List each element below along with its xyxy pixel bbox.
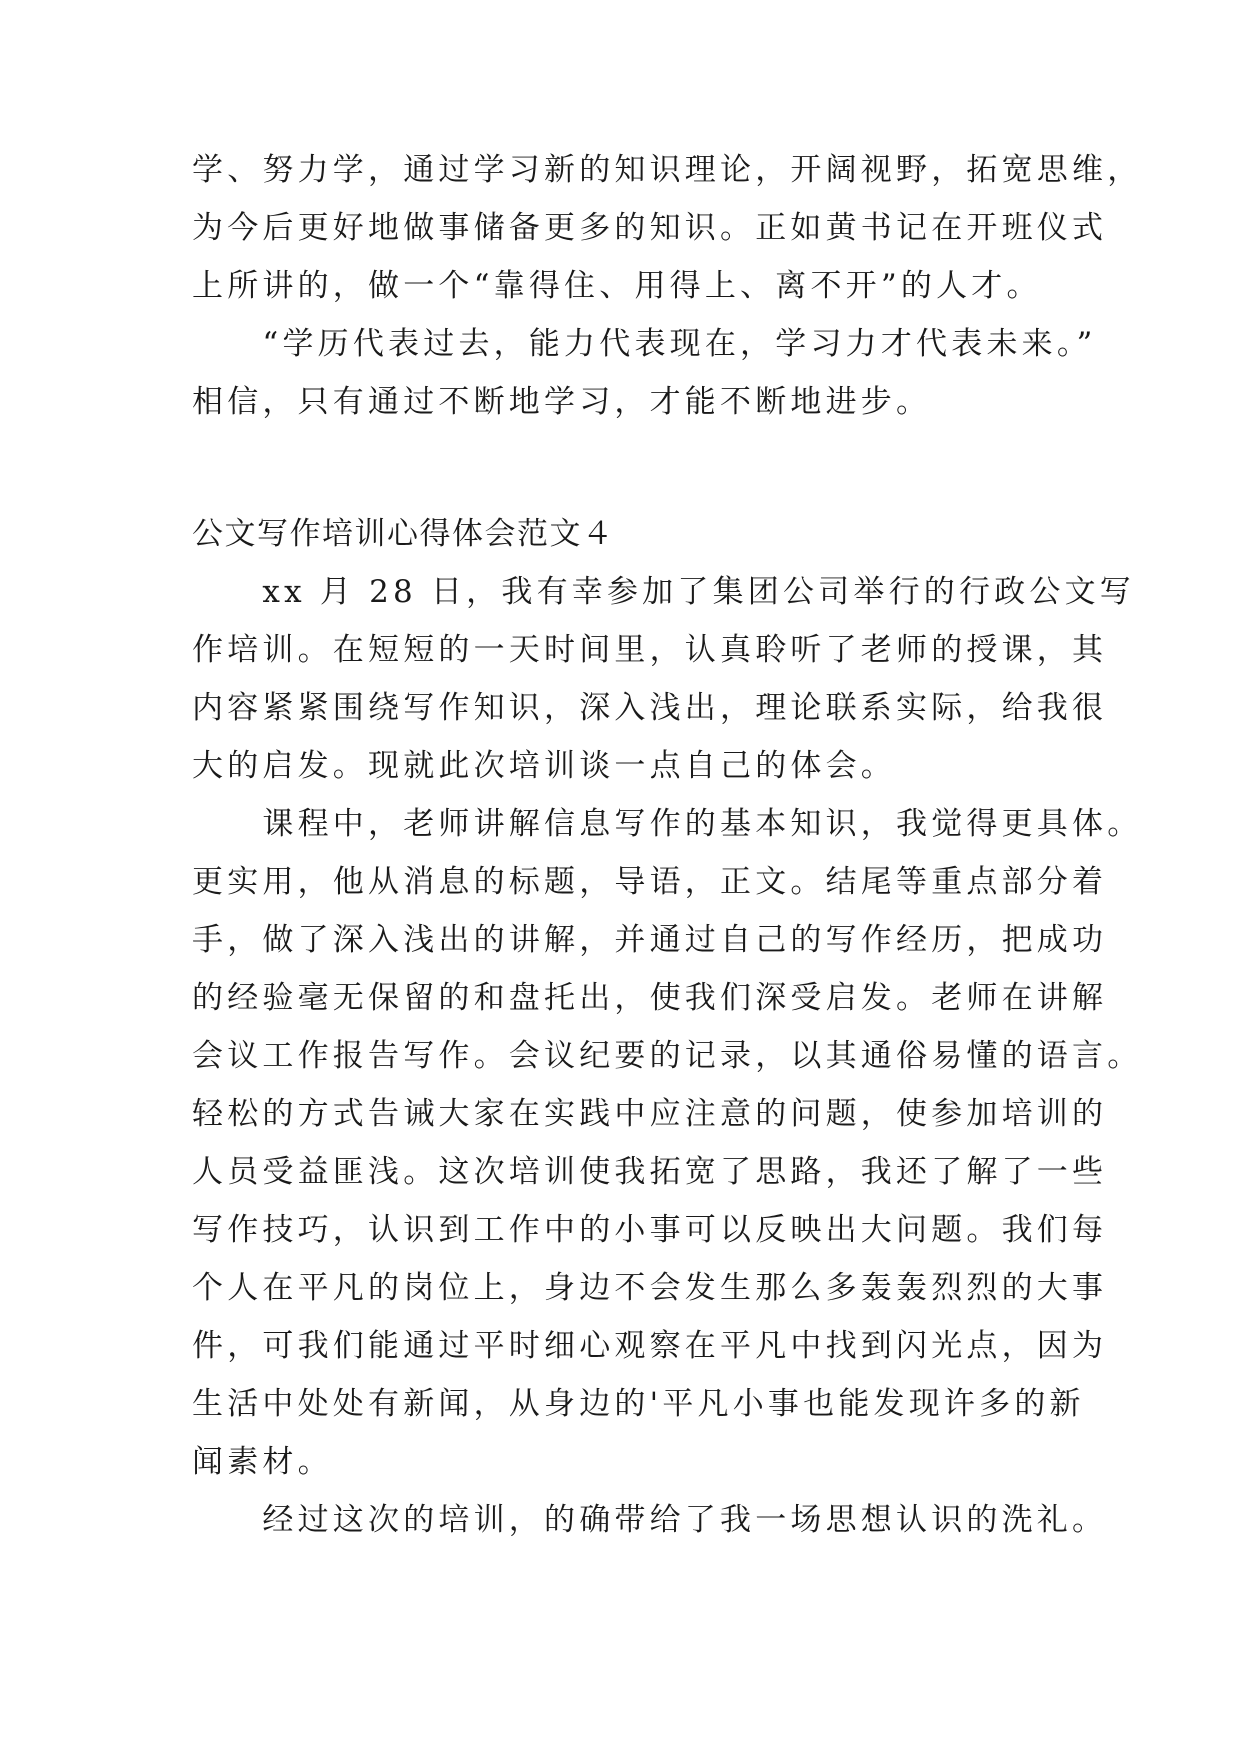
- text-line: 件，可我们能通过平时细心观察在平凡中找到闪光点，因为: [192, 1328, 1108, 1364]
- text-line: “学历代表过去，能力代表现在，学习力才代表未来。”: [192, 326, 1097, 362]
- text-line: 为今后更好地做事储备更多的知识。正如黄书记在开班仪式: [192, 210, 1108, 246]
- text-line: 经过这次的培训，的确带给了我一场思想认识的洗礼。: [192, 1502, 1108, 1538]
- text-line: 个人在平凡的岗位上，身边不会发生那么多轰轰烈烈的大事: [192, 1270, 1108, 1306]
- text-line: 手，做了深入浅出的讲解，并通过自己的写作经历，把成功: [192, 922, 1108, 958]
- text-line: 内容紧紧围绕写作知识，深入浅出，理论联系实际，给我很: [192, 690, 1108, 726]
- text-line: 会议工作报告写作。会议纪要的记录，以其通俗易懂的语言。: [192, 1038, 1143, 1074]
- text-line: 学、努力学，通过学习新的知识理论，开阔视野，拓宽思维，: [192, 152, 1143, 188]
- text-line: 写作技巧，认识到工作中的小事可以反映出大问题。我们每: [192, 1212, 1108, 1248]
- text-line: 大的启发。现就此次培训谈一点自己的体会。: [192, 748, 896, 784]
- text-line: xx 月 28 日，我有幸参加了集团公司举行的行政公文写: [192, 574, 1135, 610]
- text-line: 闻素材。: [192, 1444, 333, 1480]
- section-heading: 公文写作培训心得体会范文４: [192, 516, 615, 552]
- text-line: 更实用，他从消息的标题，导语，正文。结尾等重点部分着: [192, 864, 1108, 900]
- text-line: 轻松的方式告诫大家在实践中应注意的问题，使参加培训的: [192, 1096, 1108, 1132]
- text-line: 作培训。在短短的一天时间里，认真聆听了老师的授课，其: [192, 632, 1108, 668]
- text-line: 相信，只有通过不断地学习，才能不断地进步。: [192, 384, 932, 420]
- text-line: 生活中处处有新闻，从身边的'平凡小事也能发现许多的新: [192, 1386, 1085, 1422]
- text-line: 人员受益匪浅。这次培训使我拓宽了思路，我还了解了一些: [192, 1154, 1108, 1190]
- text-line: 上所讲的，做一个“靠得住、用得上、离不开”的人才。: [192, 268, 1042, 304]
- text-line: 的经验毫无保留的和盘托出，使我们深受启发。老师在讲解: [192, 980, 1108, 1016]
- text-line: 课程中，老师讲解信息写作的基本知识，我觉得更具体。: [192, 806, 1143, 842]
